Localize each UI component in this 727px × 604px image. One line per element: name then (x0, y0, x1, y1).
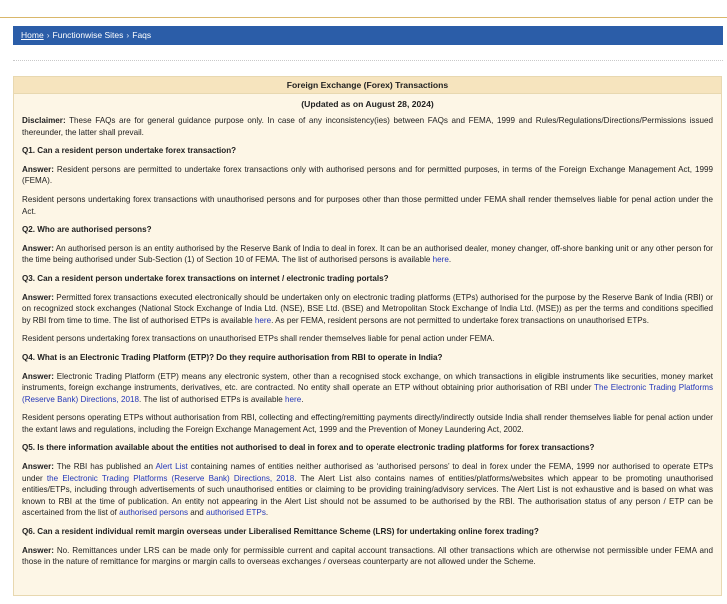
alert-list-link[interactable]: Alert List (155, 462, 188, 472)
faq-answer-6 (22, 545, 713, 568)
answer-text: The RBI has published an (53, 462, 156, 472)
faq-answer-5 (22, 461, 713, 519)
faq-answer-2 (22, 243, 713, 266)
breadcrumb-separator: › (46, 30, 50, 40)
authorised-etps-here-link[interactable]: here (254, 315, 272, 325)
answer-label: Answer: (22, 243, 54, 253)
answer-text: . The Alert List also contains names of entities/platforms/websites which appear to be promoting unauthorised entities/ETPs, including through advertisements of such unauthorised entities or claiming to be providing training/advisory services. The Alert List is not exhaustive and is based on what was known to RBI at the time of publication. An entity not appearing in the Alert List should not be assumed to be authorised by the RBI. The authorisation status of any person / ETP can be ascertained from the list of (22, 473, 714, 518)
updated-date: (Updated as on August 28, 2024) (301, 99, 434, 109)
faq-answer-4 (22, 371, 713, 406)
answer-text: Permitted forex transactions executed electronically should be undertaken only on electronic trading platforms (ETPs) authorised for the purpose by the Reserve Bank of India (RBI) or on recognized stock exchanges (National Stock Exchange of India Ltd. (NSE), BSE Ltd. (BSE) and Metropolitan Stock Exchange of India Ltd. (MSE)) as per the terms and conditions specified by RBI from time to time. The list of authorised ETPs is available (22, 292, 713, 325)
faq-body (14, 115, 721, 568)
dotted-divider (13, 60, 723, 61)
top-rule (0, 17, 727, 18)
answer-label: Answer: (22, 164, 54, 174)
disclaimer (22, 115, 713, 138)
answer-label: Answer: (22, 462, 54, 472)
answer-text: An authorised person is an entity authorised by the Reserve Bank of India to deal in forex. It can be an authorised dealer, money changer, off-shore banking unit or any other person for the time being authorised under Sub-Section (1) of Section 10 of FEMA. The list of authorised persons is available (22, 243, 713, 265)
breadcrumb-functionwise-link[interactable]: Functionwise Sites (52, 30, 124, 40)
faq-answer-1-note: Resident persons undertaking forex transactions with unauthorised persons and for purposes other than those permitted under FEMA shall render themselves liable for penal action under the Act. (22, 194, 713, 216)
authorised-etps-link[interactable]: authorised ETPs (206, 508, 266, 518)
answer-text: . (265, 508, 269, 518)
breadcrumb-separator: › (126, 30, 130, 40)
faq-answer-3 (22, 292, 713, 327)
faq-question-2: Q2. Who are authorised persons? (22, 225, 152, 235)
authorised-persons-link[interactable]: authorised persons (119, 508, 189, 518)
breadcrumb (13, 26, 723, 45)
faq-question-4: Q4. What is an Electronic Trading Platform (ETP)? Do they require authorisation from RBI to operate in India? (22, 352, 443, 362)
answer-text: Resident persons are permitted to undertake forex transactions only with authorised persons and for permitted purposes, in terms of the Foreign Exchange Management Act, 1999 (FEMA). (22, 164, 713, 186)
etp-directions-link[interactable]: the Electronic Trading Platforms (Reserve Bank) Directions, 2018 (46, 473, 295, 483)
answer-text: and (188, 508, 207, 518)
answer-text: Electronic Trading Platform (ETP) means any electronic system, other than a recognised stock exchange, on which transactions in eligible instruments like securities, money market instruments, foreign exchange instruments, derivatives, etc. are contracted. No entity shall operate an ETP without obtaining prior authorisation of RBI under (22, 371, 713, 393)
faq-question-6: Q6. Can a resident individual remit margin overseas under Liberalised Remittance Scheme (LRS) for undertaking online forex trading? (22, 527, 539, 537)
answer-label: Answer: (22, 371, 54, 381)
breadcrumb-home-link[interactable]: Home (21, 30, 44, 40)
answer-text: . The list of authorised ETPs is available (138, 394, 286, 404)
disclaimer-text: These FAQs are for general guidance purpose only. In case of any inconsistency(ies) between FAQs and FEMA, 1999 and Rules/Regulations/Directions/Permissions issued thereunder, the latter shall prevail. (22, 116, 713, 137)
authorised-persons-here-link[interactable]: here (432, 255, 449, 265)
faq-panel (13, 76, 722, 596)
faq-question-3: Q3. Can a resident person undertake forex transactions on internet / electronic trading portals? (22, 273, 389, 283)
faq-answer-1 (22, 164, 713, 187)
answer-text: . As per FEMA, resident persons are not permitted to undertake forex transactions on unauthorised ETPs. (271, 315, 649, 325)
answer-text: . (448, 255, 452, 265)
page-title: Foreign Exchange (Forex) Transactions (14, 77, 721, 94)
authorised-etps-here-link[interactable]: here (285, 394, 302, 404)
faq-question-1: Q1. Can a resident person undertake forex transaction? (22, 146, 237, 156)
faq-answer-3-note: Resident persons undertaking forex transactions on unauthorised ETPs shall render themselves liable for penal action under FEMA. (22, 334, 495, 344)
etp-directions-link[interactable]: The Electronic Trading Platforms (Reserve Bank) Directions, 2018 (22, 383, 713, 404)
faq-question-5: Q5. Is there information available about the entities not authorised to deal in forex and to operate electronic trading platforms for forex transactions? (22, 443, 595, 453)
disclaimer-label: Disclaimer: (22, 116, 66, 125)
answer-label: Answer: (22, 545, 54, 555)
faq-answer-4-note: Resident persons operating ETPs without authorisation from RBI, collecting and effecting/remitting payments directly/indirectly outside India shall render themselves liable for penal action under the extant laws and regulations, including the Foreign Exchange Management Act, 1999 and the Prevention of Money Laundering Act, 2002. (22, 413, 713, 434)
answer-text: . (301, 394, 304, 404)
answer-label: Answer: (22, 292, 54, 302)
answer-text: containing names of entities neither authorised as ‘authorised persons’ to deal in forex under the FEMA, 1999 nor authorised to operate ETPs under (22, 462, 713, 483)
breadcrumb-current: Faqs (132, 30, 152, 40)
answer-text: No. Remittances under LRS can be made only for permissible current and capital account transactions. All other transactions which are otherwise not permissible under FEMA and those in the nature of remittance for margins or margin calls to overseas exchanges / overseas counterparty are not allowed under the Scheme. (22, 545, 713, 567)
